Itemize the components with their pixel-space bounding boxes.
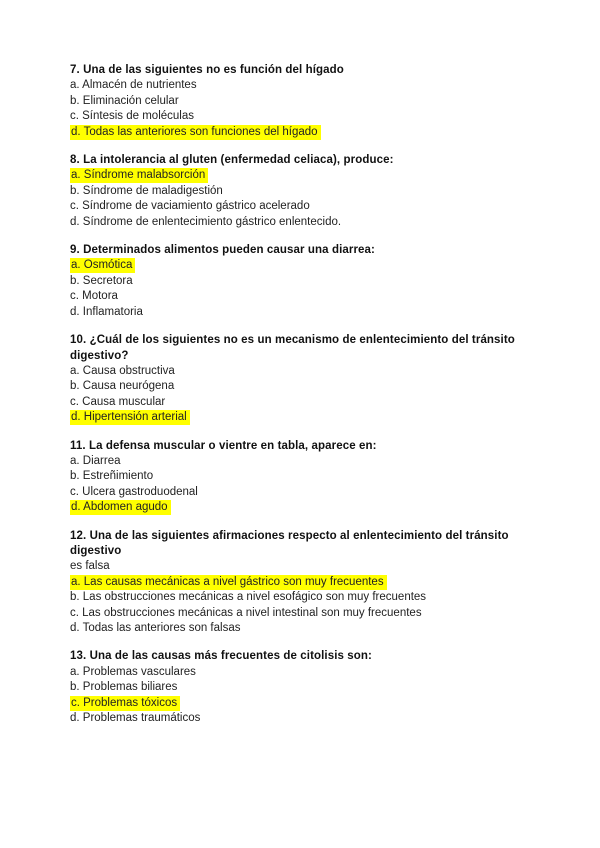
answer-option-text: b. Secretora (70, 274, 133, 287)
answer-option (70, 305, 542, 320)
answer-option-highlighted (70, 575, 542, 590)
question-options (70, 575, 542, 637)
answer-option-text: c. Motora (70, 290, 118, 303)
question-heading (70, 153, 542, 168)
answer-option (70, 364, 542, 379)
answer-option (70, 680, 542, 695)
question-heading-line: 13. Una de las causas más frecuentes de citolisis son: (70, 650, 372, 663)
question-options (70, 454, 542, 516)
answer-option-text: d. Hipertensión arterial (70, 410, 190, 425)
question-note: es falsa (70, 560, 110, 573)
question-options (70, 665, 542, 727)
answer-option-text: d. Todas las anteriores son falsas (70, 622, 241, 634)
question-heading (70, 243, 542, 258)
question-heading-line: 7. Una de las siguientes no es función del hígado (70, 64, 344, 76)
answer-option-text: c. Ulcera gastroduodenal (70, 485, 198, 498)
question-block (70, 333, 542, 425)
answer-option (70, 199, 542, 214)
answer-option-text: d. Problemas traumáticos (70, 712, 201, 725)
answer-option-text: a. Causa obstructiva (70, 364, 175, 377)
questions-container (70, 63, 542, 726)
quiz-content (70, 63, 542, 739)
answer-option-highlighted (70, 500, 542, 515)
answer-option (70, 78, 542, 93)
answer-option-highlighted (70, 696, 542, 711)
question-block (70, 529, 542, 637)
answer-option-text: b. Problemas biliares (70, 681, 178, 694)
answer-option-text: a. Diarrea (70, 454, 121, 467)
answer-option-text: a. Síndrome malabsorción (70, 168, 208, 183)
question-heading (70, 529, 542, 560)
answer-option (70, 94, 542, 109)
question-block (70, 439, 542, 516)
answer-option (70, 215, 542, 230)
answer-option (70, 469, 542, 484)
answer-option-text: b. Eliminación celular (70, 94, 179, 107)
answer-option-text: c. Causa muscular (70, 395, 166, 408)
answer-option (70, 184, 542, 199)
answer-option (70, 621, 542, 636)
question-block (70, 649, 542, 726)
answer-option-text: a. Osmótica (70, 258, 135, 273)
answer-option-text: b. Estreñimiento (70, 470, 154, 483)
answer-option-text: d. Inflamatoria (70, 305, 143, 318)
answer-option (70, 665, 542, 680)
answer-option-highlighted (70, 125, 542, 140)
answer-option (70, 711, 542, 726)
answer-option (70, 109, 542, 124)
answer-option-text: d. Todas las anteriores son funciones del hígado (70, 125, 321, 140)
answer-option-highlighted (70, 410, 542, 425)
answer-option-text: c. Las obstrucciones mecánicas a nivel intestinal son muy frecuentes (70, 606, 422, 619)
question-heading-line: digestivo (70, 544, 122, 557)
question-heading-line: digestivo? (70, 349, 129, 362)
answer-option-text: c. Síntesis de moléculas (70, 110, 195, 123)
question-options (70, 258, 542, 320)
answer-option-text: a. Almacén de nutrientes (70, 79, 197, 92)
answer-option-highlighted (70, 258, 542, 273)
answer-option (70, 289, 542, 304)
question-options (70, 168, 542, 230)
answer-option (70, 395, 542, 410)
question-options (70, 78, 542, 140)
answer-option-text: c. Síndrome de vaciamiento gástrico acelerado (70, 200, 310, 213)
answer-option-text: b. Causa neurógena (70, 380, 175, 393)
question-block (70, 153, 542, 230)
answer-option (70, 379, 542, 394)
question-options (70, 364, 542, 426)
answer-option-text: a. Las causas mecánicas a nivel gástrico son muy frecuentes (70, 575, 387, 590)
question-heading-line: 8. La intolerancia al gluten (enfermedad celiaca), produce: (70, 154, 394, 167)
question-heading (70, 333, 542, 364)
answer-option (70, 485, 542, 500)
answer-option (70, 606, 542, 621)
question-heading (70, 439, 542, 454)
answer-option-highlighted (70, 168, 542, 183)
question-block (70, 63, 542, 140)
answer-option-text: b. Síndrome de maladigestión (70, 184, 223, 197)
answer-option (70, 454, 542, 469)
question-heading-line: 12. Una de las siguientes afirmaciones respecto al enlentecimiento del tránsito (70, 529, 509, 542)
answer-option (70, 274, 542, 289)
answer-option-text: d. Síndrome de enlentecimiento gástrico enlentecido. (70, 215, 342, 228)
answer-option-text: a. Problemas vasculares (70, 665, 196, 678)
answer-option-text: b. Las obstrucciones mecánicas a nivel esofágico son muy frecuentes (70, 591, 427, 604)
question-heading (70, 63, 542, 78)
question-block (70, 243, 542, 320)
answer-option-text: c. Problemas tóxicos (70, 696, 180, 711)
answer-option-text: d. Abdomen agudo (70, 500, 171, 515)
question-heading-line: 10. ¿Cuál de los siguientes no es un mecanismo de enlentecimiento del tránsito (70, 334, 515, 347)
question-heading (70, 649, 542, 664)
question-heading-line: 9. Determinados alimentos pueden causar una diarrea: (70, 244, 375, 257)
answer-option (70, 590, 542, 605)
question-heading-line: 11. La defensa muscular o vientre en tabla, aparece en: (70, 439, 377, 452)
